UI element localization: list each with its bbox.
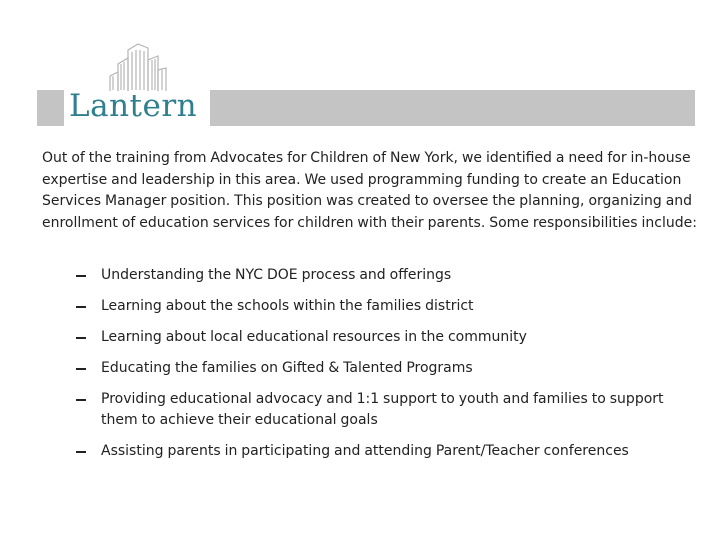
- dash-bullet-icon: [76, 399, 86, 401]
- list-item-text: Understanding the NYC DOE process and offerings: [101, 267, 452, 283]
- list-item: [76, 389, 676, 431]
- list-item: [76, 265, 676, 286]
- dash-bullet-icon: [76, 275, 86, 277]
- dash-bullet-icon: [76, 368, 86, 370]
- dash-bullet-icon: [76, 306, 86, 308]
- list-item: [76, 296, 676, 317]
- list-item: [76, 327, 676, 348]
- list-item-text: Providing educational advocacy and 1:1 support to youth and families to support them to achieve their educational goals: [101, 391, 664, 428]
- responsibilities-list: [76, 265, 676, 472]
- lantern-logo: [64, 38, 210, 128]
- list-item: [76, 358, 676, 379]
- list-item-text: Learning about local educational resources in the community: [101, 329, 527, 345]
- list-item-text: Learning about the schools within the families district: [101, 298, 474, 314]
- building-icon: [108, 42, 170, 92]
- list-item-text: Assisting parents in participating and attending Parent/Teacher conferences: [101, 443, 629, 459]
- intro-paragraph: Out of the training from Advocates for Children of New York, we identified a need for in-house expertise and leadership in this area. We used programming funding to create an Education Services Manager position. This position was created to oversee the planning, organizing and enrollment of education services for children with their parents. Some responsibilities include:: [42, 150, 697, 231]
- logo-text: Lantern: [69, 88, 198, 124]
- list-item: [76, 441, 676, 462]
- list-item-text: Educating the families on Gifted & Talented Programs: [101, 360, 473, 376]
- dash-bullet-icon: [76, 337, 86, 339]
- dash-bullet-icon: [76, 451, 86, 453]
